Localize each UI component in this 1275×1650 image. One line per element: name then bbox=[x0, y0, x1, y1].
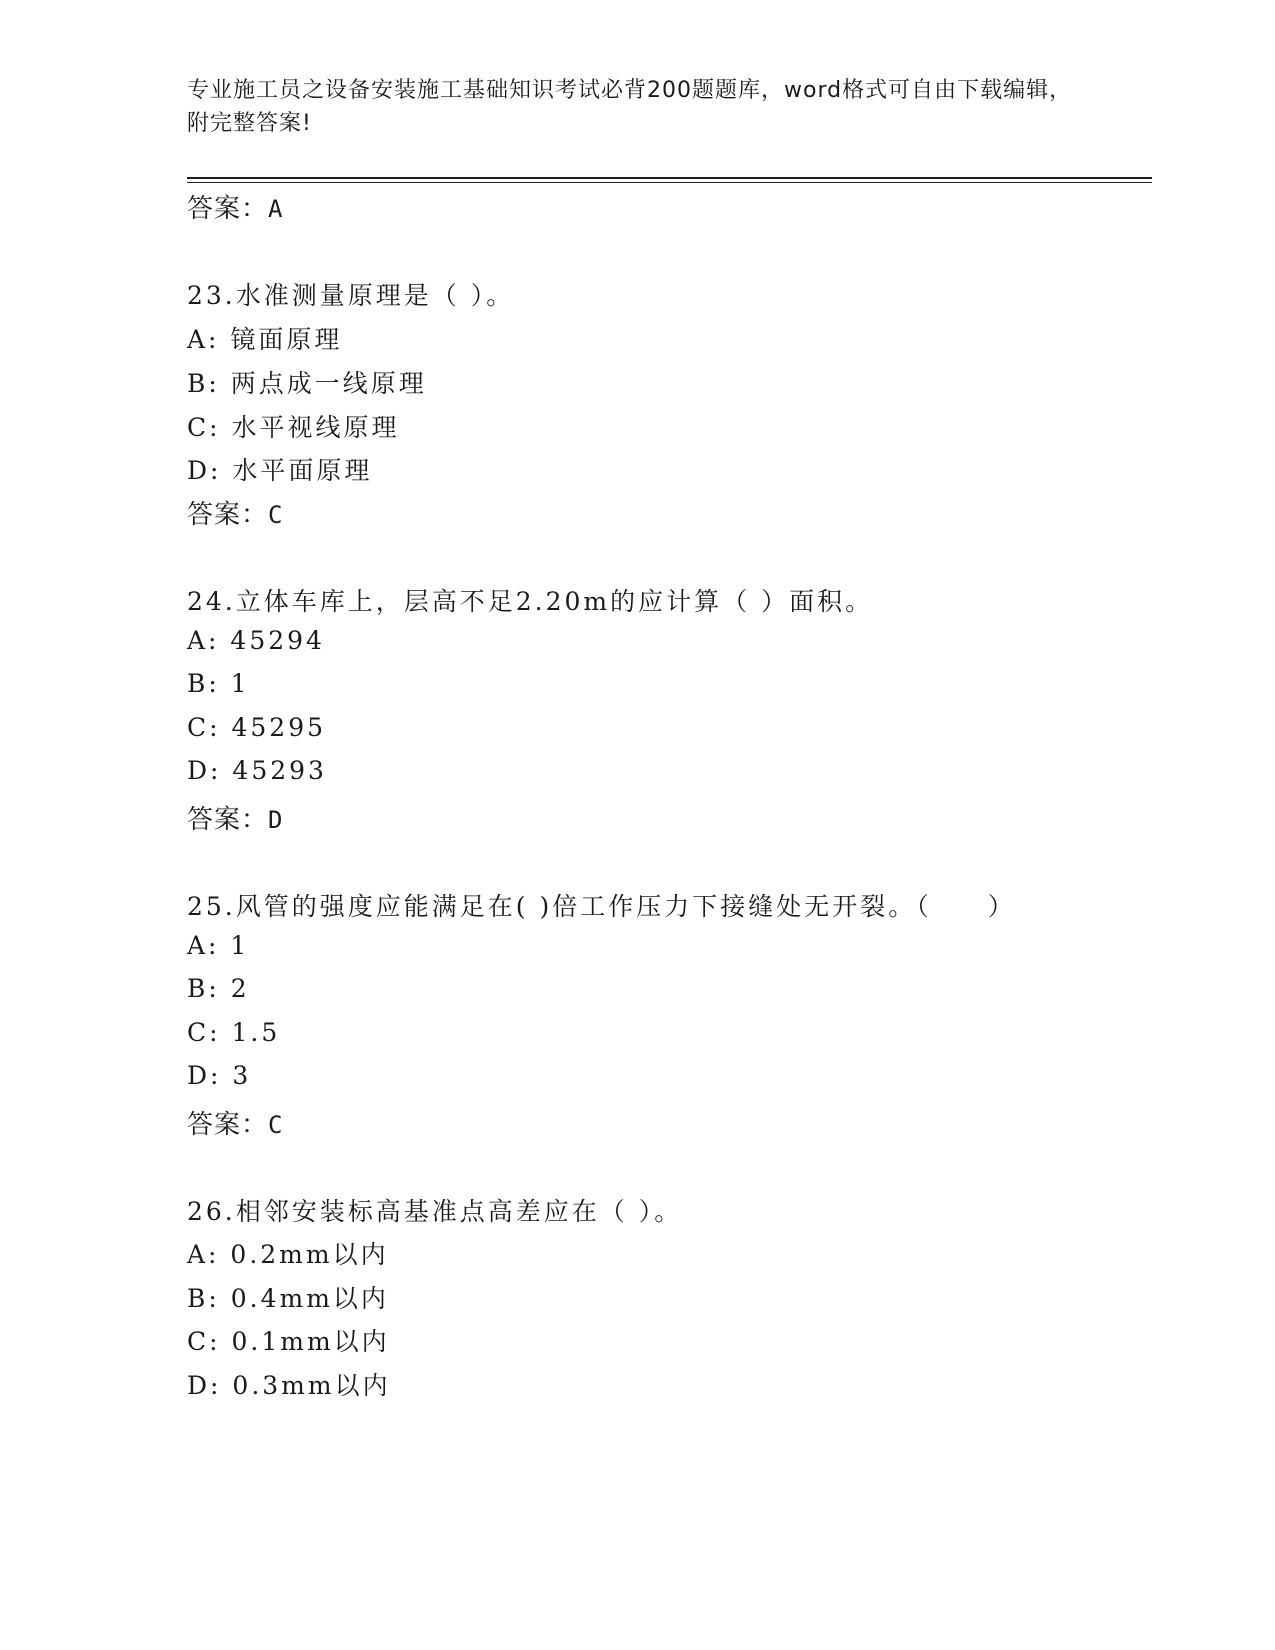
header-divider-thin bbox=[187, 182, 1152, 183]
question-option: B: 0.4mm以内 bbox=[187, 1284, 389, 1313]
answer-label: 答案： bbox=[187, 194, 269, 224]
answer-label: 答案： bbox=[187, 500, 269, 530]
answer-label: 答案： bbox=[187, 1110, 269, 1140]
question-option: B: 1 bbox=[187, 669, 250, 698]
answer-value: C bbox=[268, 1111, 284, 1139]
question-option: A: 0.2mm以内 bbox=[187, 1240, 389, 1269]
answer-value: A bbox=[268, 195, 284, 223]
question-option: D: 水平面原理 bbox=[187, 456, 373, 485]
question-stem: 26.相邻安装标高基准点高差应在（ ）。 bbox=[187, 1197, 683, 1226]
answer-value: C bbox=[268, 501, 284, 529]
question-option: B: 两点成一线原理 bbox=[187, 369, 427, 398]
question-stem: 23.水准测量原理是（ ）。 bbox=[187, 281, 515, 310]
answer-label: 答案： bbox=[187, 805, 269, 835]
answer-line bbox=[187, 494, 283, 531]
answer-line bbox=[187, 1104, 283, 1141]
question-option: B: 2 bbox=[187, 974, 250, 1003]
answer-line bbox=[187, 799, 283, 836]
question-option: A: 镜面原理 bbox=[187, 325, 343, 354]
question-option: C: 0.1mm以内 bbox=[187, 1327, 390, 1356]
page-header-title: 专业施工员之设备安装施工基础知识考试必背200题题库，word格式可自由下载编辑，附完整答案! bbox=[187, 78, 1073, 136]
question-option: C: 45295 bbox=[187, 713, 327, 742]
answer-value: D bbox=[268, 806, 284, 834]
question-stem: 24.立体车库上，层高不足2.20m的应计算（ ）面积。 bbox=[187, 587, 874, 616]
question-option: D: 3 bbox=[187, 1061, 252, 1090]
question-option: D: 0.3mm以内 bbox=[187, 1371, 391, 1400]
question-option: C: 水平视线原理 bbox=[187, 413, 400, 442]
header-divider-thick bbox=[187, 177, 1152, 179]
question-option: D: 45293 bbox=[187, 756, 327, 785]
question-option: C: 1.5 bbox=[187, 1018, 281, 1047]
question-option: A: 45294 bbox=[187, 626, 325, 655]
question-option: A: 1 bbox=[187, 931, 250, 960]
question-stem: 25.风管的强度应能满足在( )倍工作压力下接缝处无开裂。（ ） bbox=[187, 892, 1016, 921]
answer-line bbox=[187, 188, 283, 225]
